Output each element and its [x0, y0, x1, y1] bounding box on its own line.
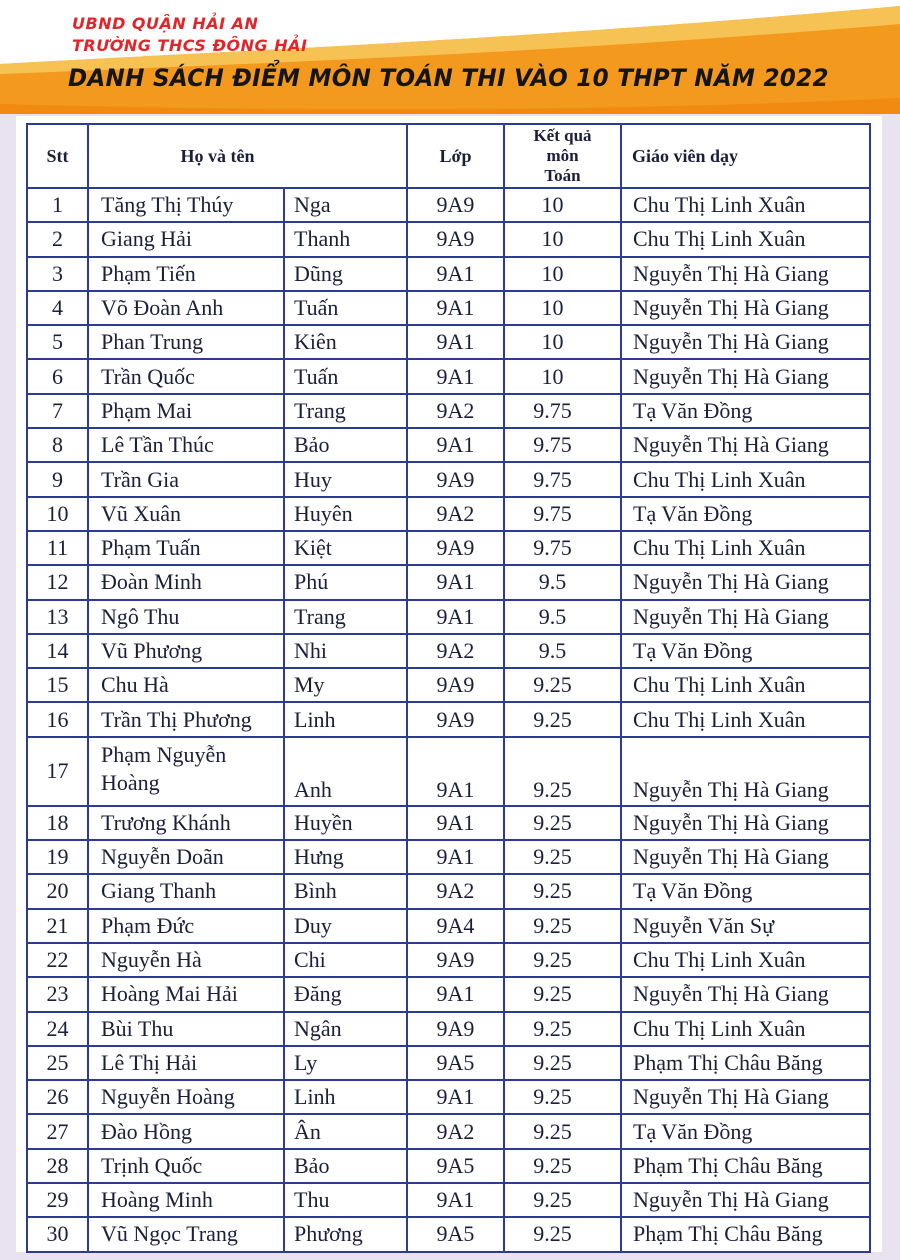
table-row — [27, 840, 870, 874]
header-ket-qua-line3: Toán — [544, 166, 581, 185]
row-ho: Phạm Đức — [88, 909, 284, 943]
header-lop: Lớp — [407, 124, 504, 188]
row-giao-vien: Tạ Văn Đồng — [621, 497, 870, 531]
row-lop: 9A2 — [407, 497, 504, 531]
row-stt: 14 — [27, 634, 88, 668]
row-ket-qua: 9.25 — [504, 806, 621, 840]
row-ten: Tuấn — [284, 291, 407, 325]
table-row — [27, 1114, 870, 1148]
table-row — [27, 702, 870, 736]
table-row — [27, 909, 870, 943]
row-lop: 9A1 — [407, 291, 504, 325]
row-giao-vien: Nguyễn Thị Hà Giang — [621, 291, 870, 325]
table-row — [27, 1183, 870, 1217]
row-giao-vien: Chu Thị Linh Xuân — [621, 702, 870, 736]
row-giao-vien: Nguyễn Thị Hà Giang — [621, 737, 870, 806]
row-ten: Linh — [284, 1080, 407, 1114]
row-lop: 9A1 — [407, 565, 504, 599]
row-ten: Ân — [284, 1114, 407, 1148]
row-ho: Chu Hà — [88, 668, 284, 702]
table-row — [27, 497, 870, 531]
table-row — [27, 291, 870, 325]
row-stt: 10 — [27, 497, 88, 531]
row-ho: Vũ Xuân — [88, 497, 284, 531]
row-ket-qua: 9.5 — [504, 565, 621, 599]
row-ket-qua: 10 — [504, 359, 621, 393]
row-ket-qua: 9.25 — [504, 909, 621, 943]
header-banner — [0, 0, 900, 114]
row-lop: 9A1 — [407, 257, 504, 291]
row-ket-qua: 9.25 — [504, 737, 621, 806]
row-ho: Vũ Ngọc Trang — [88, 1217, 284, 1251]
row-stt: 30 — [27, 1217, 88, 1251]
row-stt: 17 — [27, 737, 88, 806]
row-ho: Nguyễn Hoàng — [88, 1080, 284, 1114]
row-ten: Ngân — [284, 1012, 407, 1046]
row-lop: 9A5 — [407, 1217, 504, 1251]
row-ket-qua: 10 — [504, 222, 621, 256]
row-lop: 9A1 — [407, 428, 504, 462]
row-ho: Trần Thị Phương — [88, 702, 284, 736]
row-ket-qua: 9.75 — [504, 531, 621, 565]
table-row — [27, 1012, 870, 1046]
row-lop: 9A1 — [407, 977, 504, 1011]
table-row — [27, 668, 870, 702]
row-stt: 28 — [27, 1149, 88, 1183]
row-ten: Phương — [284, 1217, 407, 1251]
row-giao-vien: Nguyễn Thị Hà Giang — [621, 1183, 870, 1217]
row-giao-vien: Chu Thị Linh Xuân — [621, 188, 870, 222]
row-stt: 9 — [27, 462, 88, 496]
row-ho: Giang Hải — [88, 222, 284, 256]
row-giao-vien: Tạ Văn Đồng — [621, 1114, 870, 1148]
table-row — [27, 977, 870, 1011]
row-stt: 22 — [27, 943, 88, 977]
table-row — [27, 394, 870, 428]
header-ket-qua-line1: Kết quả — [533, 126, 592, 145]
row-lop: 9A5 — [407, 1149, 504, 1183]
row-lop: 9A5 — [407, 1046, 504, 1080]
row-giao-vien: Nguyễn Thị Hà Giang — [621, 1080, 870, 1114]
row-ho: Lê Thị Hải — [88, 1046, 284, 1080]
row-ten: Kiên — [284, 325, 407, 359]
row-ten: Huyền — [284, 806, 407, 840]
row-stt: 19 — [27, 840, 88, 874]
row-ho: Phạm Mai — [88, 394, 284, 428]
row-ten: Thu — [284, 1183, 407, 1217]
row-ho: Phạm Tuấn — [88, 531, 284, 565]
row-ten: Tuấn — [284, 359, 407, 393]
row-ho: Ngô Thu — [88, 600, 284, 634]
row-lop: 9A9 — [407, 702, 504, 736]
row-ten: Nhi — [284, 634, 407, 668]
row-lop: 9A9 — [407, 222, 504, 256]
table-row — [27, 737, 870, 806]
row-stt: 15 — [27, 668, 88, 702]
row-giao-vien: Nguyễn Thị Hà Giang — [621, 325, 870, 359]
row-giao-vien: Nguyễn Thị Hà Giang — [621, 806, 870, 840]
row-ten: Trang — [284, 394, 407, 428]
row-lop: 9A9 — [407, 531, 504, 565]
document-title: DANH SÁCH ĐIỂM MÔN TOÁN THI VÀO 10 THPT NĂM 2022 — [68, 64, 829, 92]
row-lop: 9A9 — [407, 943, 504, 977]
row-lop: 9A2 — [407, 874, 504, 908]
row-lop: 9A2 — [407, 1114, 504, 1148]
row-ho: Vũ Phương — [88, 634, 284, 668]
row-ho: Đào Hồng — [88, 1114, 284, 1148]
row-giao-vien: Nguyễn Thị Hà Giang — [621, 840, 870, 874]
row-ket-qua: 10 — [504, 325, 621, 359]
row-ho: Trần Gia — [88, 462, 284, 496]
row-giao-vien: Tạ Văn Đồng — [621, 874, 870, 908]
school-name: TRƯỜNG THCS ĐÔNG HẢI — [72, 36, 308, 55]
row-ho: Phạm Tiến — [88, 257, 284, 291]
district-name: UBND QUẬN HẢI AN — [72, 14, 259, 33]
row-stt: 7 — [27, 394, 88, 428]
table-row — [27, 874, 870, 908]
row-ho: Tăng Thị Thúy — [88, 188, 284, 222]
row-ho: Nguyễn Hà — [88, 943, 284, 977]
row-stt: 12 — [27, 565, 88, 599]
score-table — [26, 123, 871, 1253]
row-stt: 2 — [27, 222, 88, 256]
row-lop: 9A9 — [407, 188, 504, 222]
row-giao-vien: Chu Thị Linh Xuân — [621, 1012, 870, 1046]
row-ket-qua: 9.25 — [504, 668, 621, 702]
row-stt: 5 — [27, 325, 88, 359]
table-row — [27, 188, 870, 222]
table-row — [27, 1149, 870, 1183]
row-stt: 24 — [27, 1012, 88, 1046]
row-stt: 27 — [27, 1114, 88, 1148]
row-stt: 3 — [27, 257, 88, 291]
row-giao-vien: Chu Thị Linh Xuân — [621, 462, 870, 496]
row-ket-qua: 9.25 — [504, 874, 621, 908]
row-ten: My — [284, 668, 407, 702]
row-ket-qua: 9.75 — [504, 394, 621, 428]
row-lop: 9A1 — [407, 600, 504, 634]
row-giao-vien: Chu Thị Linh Xuân — [621, 668, 870, 702]
table-row — [27, 806, 870, 840]
row-stt: 6 — [27, 359, 88, 393]
table-header-row — [27, 124, 870, 188]
row-lop: 9A1 — [407, 359, 504, 393]
row-ket-qua: 9.25 — [504, 977, 621, 1011]
row-lop: 9A9 — [407, 668, 504, 702]
row-lop: 9A1 — [407, 1080, 504, 1114]
row-ket-qua: 9.75 — [504, 428, 621, 462]
row-giao-vien: Phạm Thị Châu Băng — [621, 1046, 870, 1080]
row-giao-vien: Nguyễn Thị Hà Giang — [621, 257, 870, 291]
row-ten: Dũng — [284, 257, 407, 291]
row-ket-qua: 9.5 — [504, 600, 621, 634]
row-lop: 9A9 — [407, 1012, 504, 1046]
row-giao-vien: Nguyễn Văn Sự — [621, 909, 870, 943]
row-ho: Trịnh Quốc — [88, 1149, 284, 1183]
row-giao-vien: Nguyễn Thị Hà Giang — [621, 428, 870, 462]
row-ten: Phú — [284, 565, 407, 599]
row-stt: 11 — [27, 531, 88, 565]
row-ket-qua: 9.75 — [504, 497, 621, 531]
row-giao-vien: Nguyễn Thị Hà Giang — [621, 977, 870, 1011]
row-ten: Duy — [284, 909, 407, 943]
row-stt: 21 — [27, 909, 88, 943]
row-ten: Huy — [284, 462, 407, 496]
row-stt: 20 — [27, 874, 88, 908]
row-ket-qua: 9.25 — [504, 702, 621, 736]
table-row — [27, 428, 870, 462]
row-ket-qua: 9.25 — [504, 1183, 621, 1217]
table-row — [27, 325, 870, 359]
table-row — [27, 1046, 870, 1080]
row-ho: Hoàng Minh — [88, 1183, 284, 1217]
header-stt: Stt — [27, 124, 88, 188]
row-ket-qua: 9.25 — [504, 943, 621, 977]
row-lop: 9A2 — [407, 394, 504, 428]
table-row — [27, 1080, 870, 1114]
row-giao-vien: Phạm Thị Châu Băng — [621, 1149, 870, 1183]
row-ten: Bảo — [284, 428, 407, 462]
row-ho: Võ Đoàn Anh — [88, 291, 284, 325]
header-ket-qua — [504, 124, 621, 188]
row-ho: Phan Trung — [88, 325, 284, 359]
row-stt: 13 — [27, 600, 88, 634]
row-ten: Kiệt — [284, 531, 407, 565]
row-stt: 4 — [27, 291, 88, 325]
row-giao-vien: Tạ Văn Đồng — [621, 634, 870, 668]
row-lop: 9A1 — [407, 737, 504, 806]
row-ten: Thanh — [284, 222, 407, 256]
row-stt: 16 — [27, 702, 88, 736]
table-row — [27, 531, 870, 565]
row-ho: Hoàng Mai Hải — [88, 977, 284, 1011]
table-row — [27, 565, 870, 599]
row-giao-vien: Phạm Thị Châu Băng — [621, 1217, 870, 1251]
row-ten: Hưng — [284, 840, 407, 874]
row-stt: 25 — [27, 1046, 88, 1080]
table-row — [27, 257, 870, 291]
row-ket-qua: 9.25 — [504, 1080, 621, 1114]
table-row — [27, 634, 870, 668]
table-row — [27, 359, 870, 393]
table-row — [27, 222, 870, 256]
row-lop: 9A1 — [407, 806, 504, 840]
row-giao-vien: Chu Thị Linh Xuân — [621, 531, 870, 565]
header-ho-ten: Họ và tên — [88, 124, 407, 188]
row-ten: Chi — [284, 943, 407, 977]
row-ket-qua: 9.25 — [504, 1114, 621, 1148]
row-ho: Trương Khánh — [88, 806, 284, 840]
row-ten: Ly — [284, 1046, 407, 1080]
row-lop: 9A4 — [407, 909, 504, 943]
row-ket-qua: 9.25 — [504, 1149, 621, 1183]
table-row — [27, 1217, 870, 1251]
row-giao-vien: Nguyễn Thị Hà Giang — [621, 359, 870, 393]
row-ten: Anh — [284, 737, 407, 806]
row-ket-qua: 9.5 — [504, 634, 621, 668]
row-stt: 8 — [27, 428, 88, 462]
row-ket-qua: 10 — [504, 291, 621, 325]
row-ten: Đăng — [284, 977, 407, 1011]
row-ho: Nguyễn Doãn — [88, 840, 284, 874]
row-ket-qua: 9.25 — [504, 1217, 621, 1251]
row-ho: Bùi Thu — [88, 1012, 284, 1046]
row-ho: Đoàn Minh — [88, 565, 284, 599]
row-lop: 9A9 — [407, 462, 504, 496]
row-ten: Trang — [284, 600, 407, 634]
row-giao-vien: Tạ Văn Đồng — [621, 394, 870, 428]
row-ho: Trần Quốc — [88, 359, 284, 393]
header-ket-qua-line2: môn — [546, 146, 579, 165]
row-ho: Phạm Nguyễn Hoàng — [88, 737, 284, 806]
row-ket-qua: 9.25 — [504, 1046, 621, 1080]
row-lop: 9A1 — [407, 325, 504, 359]
row-ten: Huyên — [284, 497, 407, 531]
row-ho: Lê Tần Thúc — [88, 428, 284, 462]
row-ho: Giang Thanh — [88, 874, 284, 908]
header-giao-vien: Giáo viên dạy — [621, 124, 870, 188]
row-giao-vien: Nguyễn Thị Hà Giang — [621, 600, 870, 634]
row-ket-qua: 9.25 — [504, 1012, 621, 1046]
row-stt: 26 — [27, 1080, 88, 1114]
table-row — [27, 462, 870, 496]
row-lop: 9A1 — [407, 840, 504, 874]
row-stt: 29 — [27, 1183, 88, 1217]
row-stt: 1 — [27, 188, 88, 222]
row-ket-qua: 9.75 — [504, 462, 621, 496]
row-lop: 9A1 — [407, 1183, 504, 1217]
row-ten: Bình — [284, 874, 407, 908]
row-giao-vien: Chu Thị Linh Xuân — [621, 222, 870, 256]
row-ket-qua: 10 — [504, 257, 621, 291]
row-lop: 9A2 — [407, 634, 504, 668]
row-giao-vien: Chu Thị Linh Xuân — [621, 943, 870, 977]
row-stt: 18 — [27, 806, 88, 840]
table-row — [27, 600, 870, 634]
row-giao-vien: Nguyễn Thị Hà Giang — [621, 565, 870, 599]
row-ket-qua: 9.25 — [504, 840, 621, 874]
row-ten: Bảo — [284, 1149, 407, 1183]
table-row — [27, 943, 870, 977]
row-ket-qua: 10 — [504, 188, 621, 222]
row-stt: 23 — [27, 977, 88, 1011]
row-ten: Nga — [284, 188, 407, 222]
row-ten: Linh — [284, 702, 407, 736]
